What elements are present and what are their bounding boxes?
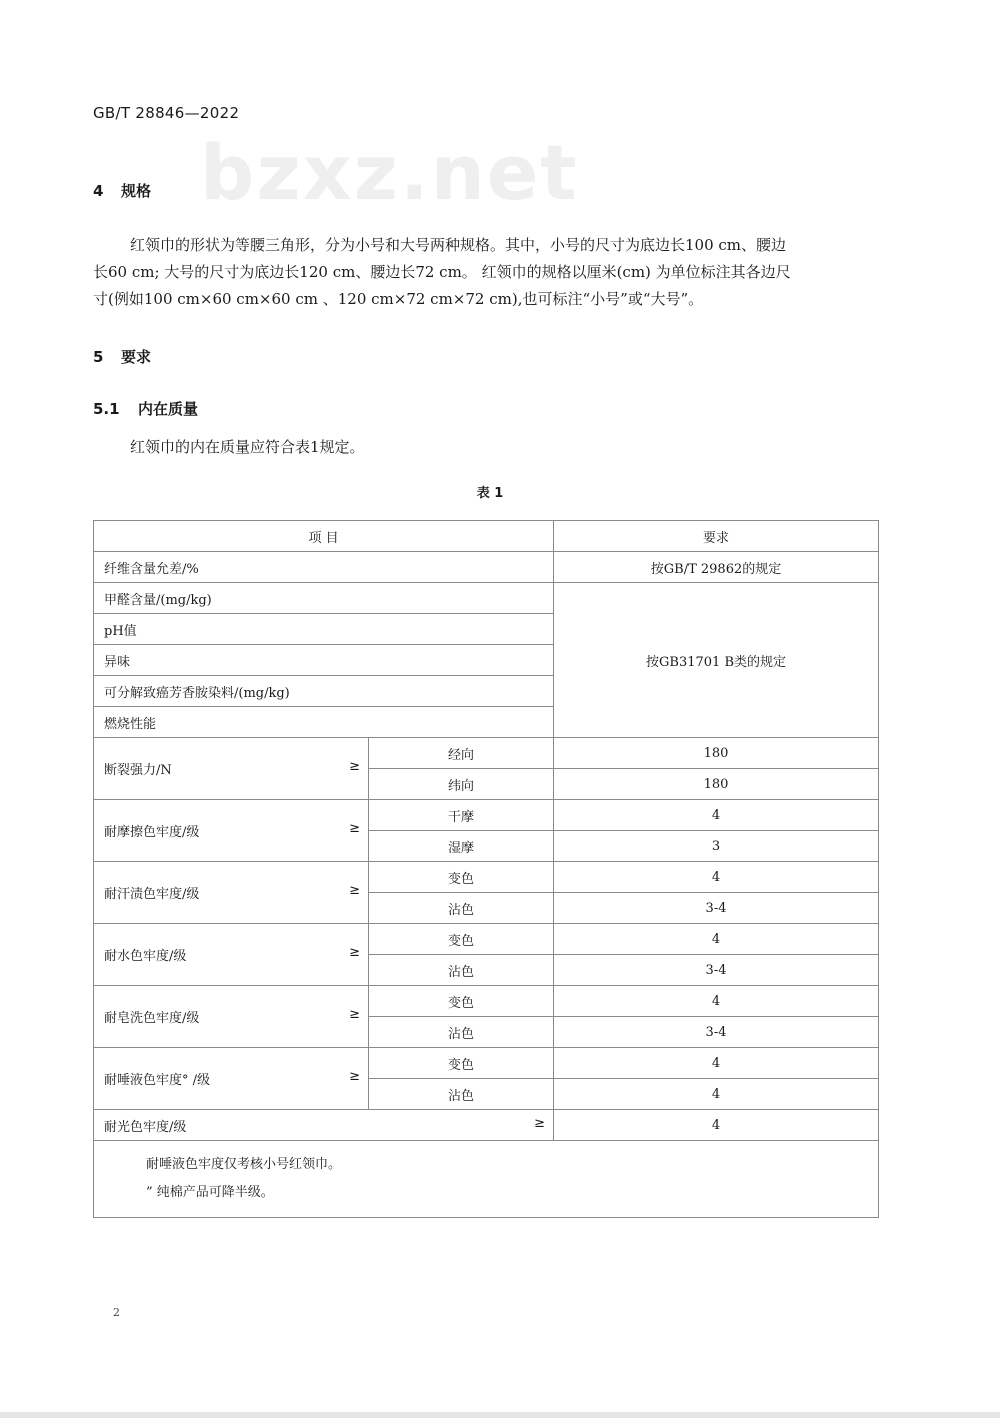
table-row xyxy=(94,552,879,583)
header-item: 项 目 xyxy=(94,521,554,552)
watermark-text: bzxz.net xyxy=(200,128,579,217)
ge-symbol: ≥ xyxy=(349,945,360,960)
row-label: 异味 xyxy=(94,645,554,676)
row-label: pH值 xyxy=(94,614,554,645)
sub-label: 变色 xyxy=(369,986,554,1017)
row-label xyxy=(94,924,369,986)
row-value: 4 xyxy=(554,924,879,955)
row-label: 燃烧性能 xyxy=(94,707,554,738)
table-row xyxy=(94,738,879,769)
note-line: 耐唾液色牢度仅考核小号红领巾。 xyxy=(146,1157,342,1172)
table-row xyxy=(94,800,879,831)
row-value: 按GB31701 B类的规定 xyxy=(554,583,879,738)
row-label xyxy=(94,1048,369,1110)
table-row xyxy=(94,1048,879,1079)
row-value: 3-4 xyxy=(554,955,879,986)
row-value: 4 xyxy=(554,986,879,1017)
section-title: 内在质量 xyxy=(138,400,199,418)
sub-label: 变色 xyxy=(369,862,554,893)
row-label xyxy=(94,738,369,800)
paragraph-line: 红领巾的形状为等腰三角形，分为小号和大号两种规格。其中，小号的尺寸为底边长100 cm、腰边 xyxy=(130,236,787,254)
row-label xyxy=(94,1110,554,1141)
label-text: 耐汗渍色牢度/级 xyxy=(104,887,200,902)
row-value: 4 xyxy=(554,1110,879,1141)
sub-label: 纬向 xyxy=(369,769,554,800)
row-label xyxy=(94,862,369,924)
section-number: 5.1 xyxy=(93,400,120,418)
section-5-1-text: 红领巾的内在质量应符合表1规定。 xyxy=(130,438,365,456)
row-value: 4 xyxy=(554,862,879,893)
sub-label: 沾色 xyxy=(369,1079,554,1110)
table-row xyxy=(94,986,879,1017)
row-value: 180 xyxy=(554,769,879,800)
sub-label: 湿摩 xyxy=(369,831,554,862)
row-label xyxy=(94,986,369,1048)
label-text: 耐摩擦色牢度/级 xyxy=(104,825,200,840)
page-bottom-divider xyxy=(0,1412,1000,1418)
table-row xyxy=(94,924,879,955)
ge-symbol: ≥ xyxy=(349,1069,360,1084)
ge-symbol: ≥ xyxy=(349,1007,360,1022)
sub-label: 变色 xyxy=(369,1048,554,1079)
quality-table xyxy=(93,520,879,1218)
row-value: 180 xyxy=(554,738,879,769)
table-header-row xyxy=(94,521,879,552)
row-value: 3 xyxy=(554,831,879,862)
ge-symbol: ≥ xyxy=(534,1115,546,1131)
label-text: 耐皂洗色牢度/级 xyxy=(104,1011,200,1026)
section-number: 4 xyxy=(93,182,104,200)
table-row xyxy=(94,1110,879,1141)
section-number: 5 xyxy=(93,348,104,366)
table-notes-row xyxy=(94,1141,879,1218)
section-5-1-heading xyxy=(93,398,198,419)
table-row xyxy=(94,862,879,893)
sub-label: 干摩 xyxy=(369,800,554,831)
row-value: 3-4 xyxy=(554,893,879,924)
row-value: 4 xyxy=(554,1079,879,1110)
sub-label: 沾色 xyxy=(369,893,554,924)
sub-label: 变色 xyxy=(369,924,554,955)
section-title: 要求 xyxy=(121,348,152,366)
row-label: 纤维含量允差/% xyxy=(94,552,554,583)
table-notes xyxy=(94,1141,879,1218)
sub-label: 沾色 xyxy=(369,955,554,986)
row-value: 按GB/T 29862的规定 xyxy=(554,552,879,583)
label-text: 断裂强力/N xyxy=(104,763,172,778)
sub-label: 经向 xyxy=(369,738,554,769)
sub-label: 沾色 xyxy=(369,1017,554,1048)
row-label: 可分解致癌芳香胺染料/(mg/kg) xyxy=(94,676,554,707)
paragraph-line: 长60 cm; 大号的尺寸为底边长120 cm、腰边长72 cm。 红领巾的规格以厘米(cm) 为单位标注其各边尺 xyxy=(93,263,791,281)
section-4-heading xyxy=(93,180,151,201)
label-text: 耐光色牢度/级 xyxy=(104,1119,187,1135)
page-number: 2 xyxy=(113,1306,120,1319)
ge-symbol: ≥ xyxy=(349,759,360,774)
table-caption: 表 1 xyxy=(476,486,504,501)
ge-symbol: ≥ xyxy=(349,883,360,898)
row-value: 3-4 xyxy=(554,1017,879,1048)
row-label: 甲醛含量/(mg/kg) xyxy=(94,583,554,614)
table-row xyxy=(94,583,879,614)
header-requirement: 要求 xyxy=(554,521,879,552)
section-4-paragraph xyxy=(93,232,893,313)
row-label xyxy=(94,800,369,862)
paragraph-line: 寸(例如100 cm×60 cm×60 cm 、120 cm×72 cm×72 cm),也可标注“小号”或“大号”。 xyxy=(93,290,704,308)
note-line: ” 纯棉产品可降半级。 xyxy=(146,1185,274,1200)
section-title: 规格 xyxy=(121,182,152,200)
ge-symbol: ≥ xyxy=(349,821,360,836)
label-text: 耐唾液色牢度° /级 xyxy=(104,1073,211,1088)
document-header: GB/T 28846—2022 xyxy=(93,104,240,122)
section-5-heading xyxy=(93,346,151,367)
label-text: 耐水色牢度/级 xyxy=(104,949,187,964)
row-value: 4 xyxy=(554,800,879,831)
row-value: 4 xyxy=(554,1048,879,1079)
